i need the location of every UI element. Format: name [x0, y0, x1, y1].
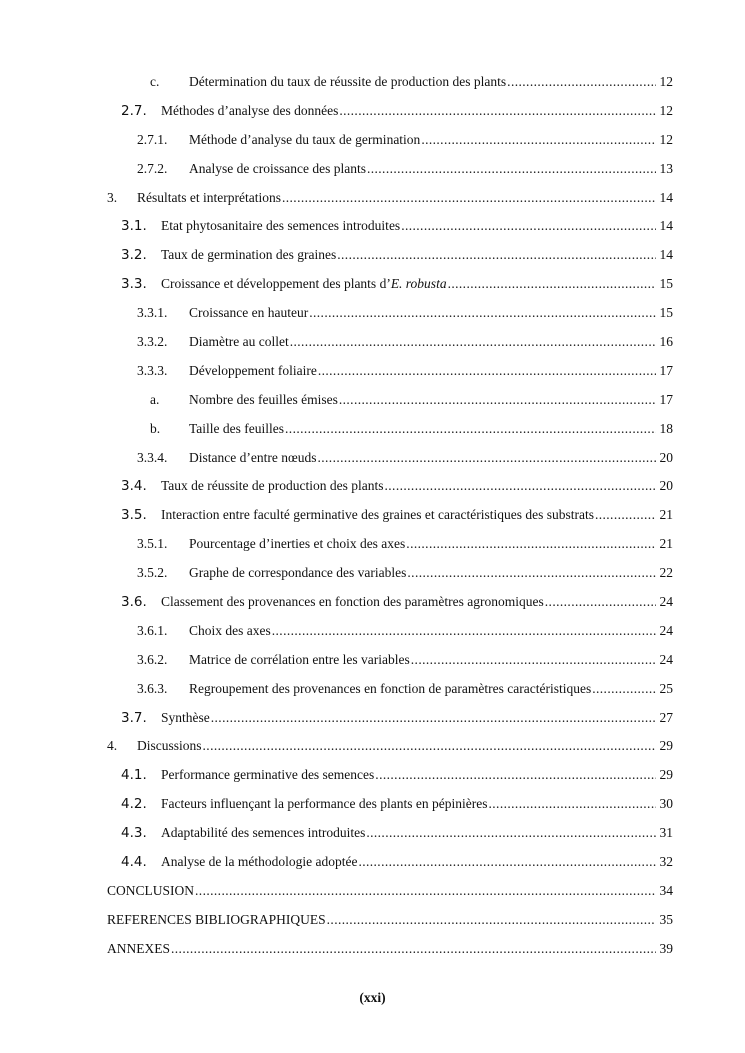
- toc-entry[interactable]: [0, 732, 745, 761]
- toc-entry-title-text: Interaction entre faculté germinative des graines et caractéristiques des substrats: [161, 507, 594, 523]
- toc-entry-title-text: Taux de réussite de production des plants: [161, 478, 384, 494]
- dot-leader: [337, 241, 656, 270]
- toc-entry-number: 4.4.: [121, 854, 147, 871]
- toc-entry-page: 32: [659, 854, 673, 870]
- toc-entry-page: 29: [659, 738, 673, 754]
- toc-entry[interactable]: [0, 184, 745, 213]
- toc-entry-title: [161, 97, 338, 126]
- toc-entry-page: 12: [659, 74, 673, 89]
- toc-entry-title: [189, 530, 405, 559]
- toc-entry-title-text: Facteurs influençant la performance des plants en pépinières: [161, 796, 488, 812]
- dot-leader: [327, 906, 656, 935]
- toc-entry-number: 3.2.: [121, 247, 147, 264]
- dot-leader: [282, 184, 656, 213]
- toc-entry[interactable]: [0, 97, 745, 126]
- toc-entry-page: 18: [659, 420, 673, 436]
- toc-entry-number: 3.7.: [121, 709, 147, 726]
- toc-entry-title: [161, 761, 374, 790]
- toc-entry-title: [107, 877, 194, 906]
- toc-entry-title: [137, 184, 281, 213]
- toc-entry-page: 39: [659, 940, 673, 956]
- dot-leader: [448, 270, 656, 299]
- toc-entry-number: 3.6.3.: [137, 680, 168, 696]
- toc-entry-number: 3.3.: [121, 276, 147, 293]
- toc-entry-page: 14: [659, 189, 673, 205]
- toc-entry-title: [189, 328, 289, 357]
- dot-leader: [272, 617, 656, 646]
- toc-entry[interactable]: [0, 501, 745, 530]
- toc-entry-number: 2.7.2.: [137, 160, 168, 176]
- toc-entry-page: 20: [659, 449, 673, 465]
- toc-entry-number: 4.2.: [121, 796, 147, 813]
- toc-entry[interactable]: [0, 212, 745, 241]
- dot-leader: [545, 588, 656, 617]
- toc-entry-page: 34: [659, 882, 673, 898]
- toc-entry-title: [161, 501, 594, 530]
- dot-leader: [507, 68, 656, 97]
- toc-entry[interactable]: [0, 877, 745, 906]
- toc-entry-number: 2.7.1.: [137, 131, 168, 147]
- toc-entry-title-text: Matrice de corrélation entre les variables: [189, 651, 410, 667]
- toc-entry[interactable]: [0, 386, 745, 415]
- toc-entry-title-text: CONCLUSION: [107, 882, 195, 898]
- dot-leader: [358, 848, 656, 877]
- toc-entry-title: [189, 155, 366, 184]
- toc-entry-page: 31: [659, 825, 673, 841]
- toc-entry-title-text: Distance d’entre nœuds: [189, 449, 317, 465]
- dot-leader: [385, 472, 657, 501]
- toc-entry-title: [189, 68, 506, 97]
- toc-entry-title-text: Analyse de la méthodologie adoptée: [161, 854, 358, 870]
- toc-entry-page: 15: [659, 305, 673, 321]
- toc-entry-title: [189, 299, 308, 328]
- toc-entry-page: 14: [659, 247, 673, 263]
- dot-leader: [318, 357, 656, 386]
- toc-entry[interactable]: [0, 357, 745, 386]
- toc-entry-title-text: Taux de germination des graines: [161, 247, 337, 263]
- toc-entry[interactable]: [0, 68, 745, 97]
- toc-entry-title-text: Synthèse: [161, 709, 210, 725]
- toc-entry-title: [189, 386, 338, 415]
- toc-entry-page: 21: [659, 507, 673, 523]
- dot-leader: [317, 444, 656, 473]
- toc-entry-title: [161, 790, 488, 819]
- toc-entry-title-text: Détermination du taux de réussite de production des plants: [189, 74, 507, 89]
- toc-entry-page: 24: [659, 594, 673, 610]
- toc-entry-title-text: Résultats et interprétations: [137, 189, 281, 205]
- toc-entry-number: 3.3.2.: [137, 334, 168, 350]
- toc-entry-page: 24: [659, 651, 673, 667]
- toc-entry-title-text: Etat phytosanitaire des semences introduites: [161, 218, 401, 234]
- toc-entry-page: 27: [659, 709, 673, 725]
- toc-entry-title: [189, 559, 406, 588]
- page-number-footer: (xxi): [359, 990, 386, 1005]
- toc-entry-title-text: Performance germinative des semences: [161, 767, 375, 783]
- toc-entry-title-text: Regroupement des provenances en fonction de paramètres caractéristiques: [189, 680, 592, 696]
- toc-entry[interactable]: [0, 328, 745, 357]
- toc-entry-title: [161, 588, 544, 617]
- toc-entry-number: 3.: [107, 189, 118, 205]
- toc-entry-page: 35: [659, 911, 673, 927]
- dot-leader: [592, 675, 656, 704]
- toc-entry-page: 13: [659, 160, 673, 176]
- toc-entry-number: 3.5.2.: [137, 565, 168, 581]
- toc-entry-page: 20: [659, 478, 673, 494]
- toc-entry-page: 15: [659, 276, 673, 292]
- dot-leader: [489, 790, 657, 819]
- dot-leader: [195, 877, 656, 906]
- toc-entry-number: 3.6.: [121, 594, 147, 611]
- toc-entry[interactable]: [0, 270, 745, 299]
- dot-leader: [407, 559, 656, 588]
- toc-entry-title: [161, 704, 210, 733]
- toc-entry-title-text: REFERENCES BIBLIOGRAPHIQUES: [107, 911, 326, 927]
- dot-leader: [401, 212, 656, 241]
- toc-entry-page: 29: [659, 767, 673, 783]
- toc-entry[interactable]: [0, 415, 745, 444]
- dot-leader: [375, 761, 656, 790]
- toc-entry-page: 22: [659, 565, 673, 581]
- toc-entry[interactable]: [0, 646, 745, 675]
- toc-entry[interactable]: [0, 935, 745, 964]
- toc-entry-title-text: Choix des axes: [189, 622, 271, 638]
- toc-entry[interactable]: [0, 704, 745, 733]
- toc-entry-title-text: Méthode d’analyse du taux de germination: [189, 131, 421, 147]
- dot-leader: [203, 732, 656, 761]
- toc-entry-page: 21: [659, 536, 673, 552]
- toc-entry-title-text: Graphe de correspondance des variables: [189, 565, 407, 581]
- toc-entry-title: [161, 270, 447, 299]
- toc-entry[interactable]: [0, 299, 745, 328]
- toc-entry-page: 25: [659, 680, 673, 696]
- dot-leader: [285, 415, 656, 444]
- toc-entry-title-text: Nombre des feuilles émises: [189, 391, 338, 407]
- toc-entry-title: [189, 444, 316, 473]
- toc-entry[interactable]: [0, 530, 745, 559]
- toc-entry-title-text: Pourcentage d’inerties et choix des axes: [189, 536, 406, 552]
- toc-entry-title: [189, 617, 271, 646]
- toc-entry-title: [107, 906, 326, 935]
- toc-entry-page: 12: [659, 102, 673, 118]
- toc-entry-title: [161, 472, 384, 501]
- toc-entry-page: 16: [659, 334, 673, 350]
- toc-entry-number: 3.4.: [121, 478, 147, 495]
- toc-entry-number: 2.7.: [121, 102, 147, 119]
- toc-entry-number: 4.: [107, 738, 118, 754]
- toc-entry[interactable]: [0, 588, 745, 617]
- toc-entry-title: [161, 819, 365, 848]
- toc-entry-number: 4.3.: [121, 825, 147, 842]
- toc-entry-title: [161, 212, 400, 241]
- toc-entry-number: a.: [150, 391, 160, 407]
- toc-entry-page: 24: [659, 622, 673, 638]
- toc-entry[interactable]: [0, 761, 745, 790]
- toc-entry-title: [189, 415, 284, 444]
- toc-entry-number: 3.3.4.: [137, 449, 168, 465]
- toc-entry-page: 17: [659, 391, 673, 407]
- dot-leader: [411, 646, 656, 675]
- toc-entry-number: 3.5.1.: [137, 536, 168, 552]
- dot-leader: [171, 935, 656, 964]
- toc-entry-number: 3.6.1.: [137, 622, 168, 638]
- toc-entry-title-text: Classement des provenances en fonction des paramètres agronomiques: [161, 594, 544, 610]
- toc-entry-title-text: Adaptabilité des semences introduites: [161, 825, 366, 841]
- dot-leader: [366, 819, 656, 848]
- toc-entry-page: 17: [659, 362, 673, 378]
- toc-entry-title-italic: E. robusta: [390, 276, 447, 292]
- toc-entry[interactable]: [0, 472, 745, 501]
- toc-entry[interactable]: [0, 790, 745, 819]
- toc-entry-title-text: ANNEXES: [107, 940, 170, 956]
- dot-leader: [367, 155, 656, 184]
- toc-entry-title-text: Méthodes d’analyse des données: [161, 102, 339, 118]
- toc-entry-number: 3.6.2.: [137, 651, 168, 667]
- toc-entry[interactable]: [0, 241, 745, 270]
- toc-entry-title-text: Taille des feuilles: [189, 420, 285, 436]
- toc-entry-title: [189, 646, 410, 675]
- dot-leader: [211, 704, 656, 733]
- toc-entry-title-text: Développement foliaire: [189, 362, 317, 378]
- toc-entry-title: [189, 675, 591, 704]
- toc-entry-title: [189, 357, 317, 386]
- dot-leader: [421, 126, 656, 155]
- toc-entry-title-text: Analyse de croissance des plants: [189, 160, 366, 176]
- dot-leader: [339, 386, 656, 415]
- toc-entry-title: [107, 935, 170, 964]
- dot-leader: [309, 299, 656, 328]
- toc-entry-title-text: Discussions: [137, 738, 202, 754]
- toc-entry-number: 3.3.3.: [137, 362, 168, 378]
- toc-entry[interactable]: [0, 906, 745, 935]
- toc-entry-title-text: Diamètre au collet: [189, 334, 289, 350]
- toc-entry-page: 14: [659, 218, 673, 234]
- toc-entry-title: [189, 126, 420, 155]
- toc-entry-title: [137, 732, 202, 761]
- dot-leader: [595, 501, 656, 530]
- toc-entry[interactable]: [0, 559, 745, 588]
- toc-entry[interactable]: [0, 126, 745, 155]
- toc-entry[interactable]: [0, 155, 745, 184]
- toc-entry[interactable]: [0, 819, 745, 848]
- table-of-contents: [0, 68, 745, 964]
- toc-entry-page: 12: [659, 131, 673, 147]
- toc-entry-number: 3.1.: [121, 218, 147, 235]
- dot-leader: [339, 97, 656, 126]
- toc-entry-number: b.: [150, 420, 161, 436]
- toc-entry-number: 4.1.: [121, 767, 147, 784]
- toc-entry-title-text: Croissance en hauteur: [189, 305, 309, 321]
- toc-entry-number: c.: [150, 74, 160, 89]
- toc-entry-number: 3.3.1.: [137, 305, 168, 321]
- toc-entry-page: 30: [659, 796, 673, 812]
- toc-entry[interactable]: [0, 848, 745, 877]
- toc-entry[interactable]: [0, 617, 745, 646]
- toc-entry[interactable]: [0, 444, 745, 473]
- toc-entry[interactable]: [0, 675, 745, 704]
- toc-entry-title: [161, 848, 357, 877]
- toc-entry-title-text: Croissance et développement des plants d’: [161, 276, 391, 292]
- toc-entry-number: 3.5.: [121, 507, 147, 524]
- dot-leader: [406, 530, 656, 559]
- dot-leader: [290, 328, 656, 357]
- toc-entry-title: [161, 241, 336, 270]
